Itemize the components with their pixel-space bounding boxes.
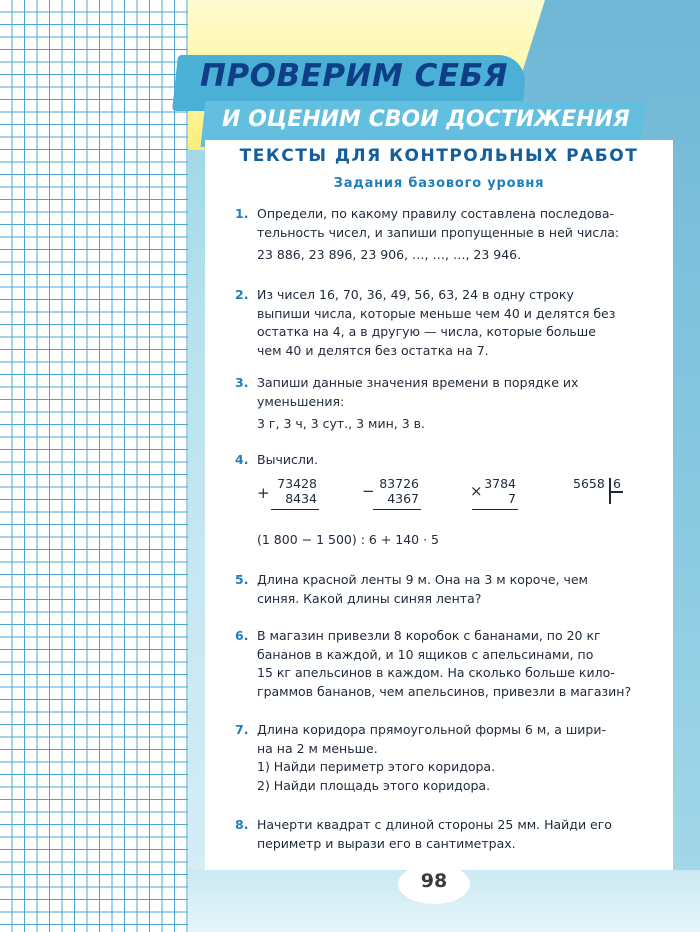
task-8	[235, 816, 660, 853]
graph-paper-margin	[0, 0, 188, 932]
section-subtitle: Задания базового уровня	[333, 176, 545, 191]
subtask-2: 2) Найди площадь этого коридора.	[257, 777, 491, 793]
task-text: уменьшения:	[257, 393, 345, 409]
section-title: ТЕКСТЫ ДЛЯ КОНТРОЛЬНЫХ РАБОТ	[239, 146, 639, 166]
task-2	[235, 286, 660, 360]
task-text: тельность чисел, и запиши пропущенные в ней числа:	[257, 224, 620, 240]
multiplier: 7	[508, 491, 516, 506]
times-sign: ×	[470, 482, 483, 500]
dividend: 5658	[573, 476, 605, 491]
task-number: 2.	[235, 287, 249, 302]
page-title: ПРОВЕРИМ СЕБЯ	[200, 58, 509, 94]
task-text: остатка на 4, а в другую — числа, которые больше	[257, 324, 596, 339]
task-text: выпиши числа, которые меньше чем 40 и делятся без	[257, 305, 616, 321]
task-3	[235, 374, 660, 434]
result-line	[472, 509, 518, 510]
divisor: 6	[613, 476, 621, 491]
multiplication-column	[482, 476, 516, 506]
task-text: граммов бананов, чем апельсинов, привезли в магазин?	[257, 683, 632, 699]
task-text: бананов в каждой, и 10 ящиков с апельсинами, по	[257, 646, 594, 662]
task-text: Начерти квадрат с длиной стороны 25 мм. Найди его	[257, 817, 612, 832]
minus-sign: −	[362, 482, 375, 500]
page-subtitle: И ОЦЕНИМ СВОИ ДОСТИЖЕНИЯ	[222, 107, 630, 132]
result-line	[271, 509, 319, 510]
addend-top: 73428	[277, 476, 317, 491]
task-text: Из чисел 16, 70, 36, 49, 56, 63, 24 в одну строку	[257, 287, 574, 302]
task-number: 1.	[235, 206, 249, 221]
task-text: синяя. Какой длины синяя лента?	[257, 590, 482, 606]
task-number: 7.	[235, 722, 249, 737]
column-calculations	[255, 476, 655, 526]
task-number: 5.	[235, 572, 249, 587]
task-4-expression	[235, 531, 660, 550]
task-text: чем 40 и делятся без остатка на 7.	[257, 342, 489, 358]
arithmetic-expression: (1 800 − 1 500) : 6 + 140 · 5	[257, 532, 440, 547]
task-text: Длина коридора прямоугольной формы 6 м, а шири-	[257, 722, 606, 737]
division-corner	[573, 476, 633, 516]
task-number: 8.	[235, 817, 249, 832]
task-text: 15 кг апельсинов в каждом. На сколько больше кило-	[257, 665, 615, 680]
addition-column	[271, 476, 317, 506]
task-text: Определи, по какому правилу составлена последова-	[257, 206, 615, 221]
task-text: Вычисли.	[257, 452, 318, 467]
task-5	[235, 571, 660, 608]
number-sequence: 23 886, 23 896, 23 906, …, …, …, 23 946.	[257, 247, 522, 262]
subtrahend: 4367	[387, 491, 419, 506]
task-number: 3.	[235, 375, 249, 390]
task-4	[235, 451, 660, 470]
task-text: В магазин привезли 8 коробок с бананами, по 20 кг	[257, 628, 601, 643]
task-text: на на 2 м меньше.	[257, 740, 378, 756]
task-number: 6.	[235, 628, 249, 643]
task-text: периметр и вырази его в сантиметрах.	[257, 835, 516, 851]
division-underline	[609, 491, 623, 493]
task-1	[235, 205, 660, 265]
subtask-1: 1) Найди периметр этого коридора.	[257, 759, 496, 774]
multiplicand: 3784	[484, 476, 516, 491]
task-text: Запиши данные значения времени в порядке их	[257, 375, 579, 390]
task-text: Длина красной ленты 9 м. Она на 3 м короче, чем	[257, 572, 588, 587]
addend-bottom: 8434	[285, 491, 317, 506]
page-number: 98	[420, 870, 448, 892]
minuend: 83726	[379, 476, 419, 491]
task-number: 4.	[235, 452, 249, 467]
result-line	[373, 509, 421, 510]
task-7	[235, 721, 660, 795]
time-values: 3 г, 3 ч, 3 сут., 3 мин, 3 в.	[257, 416, 425, 431]
task-6	[235, 627, 660, 701]
plus-sign: +	[257, 484, 270, 502]
subtraction-column	[373, 476, 419, 506]
